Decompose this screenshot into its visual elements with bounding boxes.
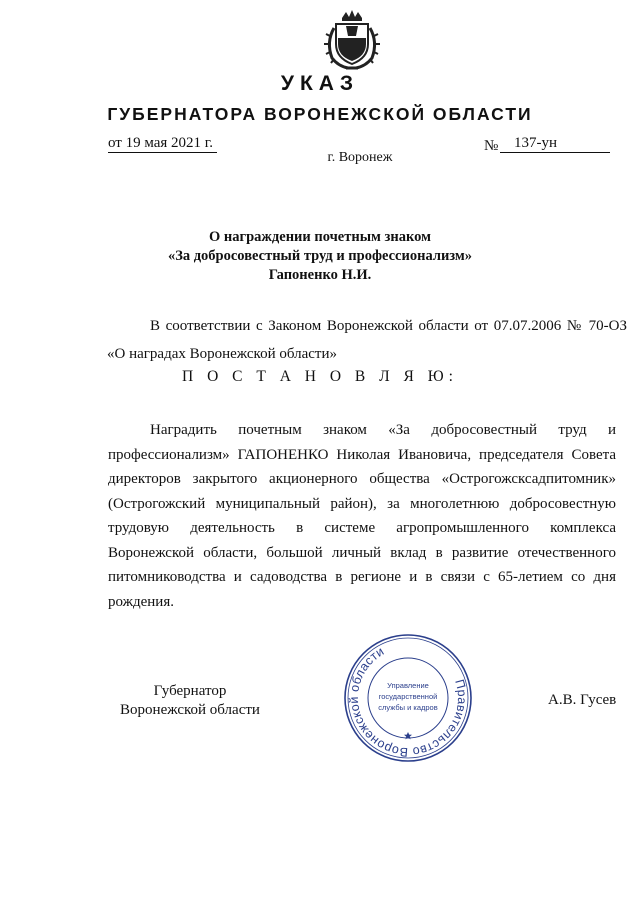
decree-body [108, 418, 616, 614]
position-line: Губернатор [153, 683, 227, 699]
subject-line: «За добросовестный труд и профессионализм» [167, 248, 473, 264]
body-line: трудовую деятельность в системе агропромышленного комплекса [108, 520, 616, 536]
body-line: профессионализм» ГАПОНЕНКО Николая Ивановича, председателя Совета [108, 446, 616, 463]
body-line: Наградить почетным знаком «За добросовестный труд и [150, 422, 616, 438]
coat-of-arms-icon [322, 8, 382, 72]
preamble [107, 312, 627, 368]
document-number: 137-ун [500, 135, 610, 153]
number-label: № [484, 138, 499, 154]
signatory-position [120, 682, 260, 720]
stamp-inner-line: Управление [387, 681, 429, 690]
decree-word: П О С Т А Н О В Л Я Ю: [182, 368, 458, 385]
subject-line: О награждении почетным знаком [209, 229, 431, 245]
document-title: УКАЗ [280, 72, 360, 95]
document-date: от 19 мая 2021 г. [108, 135, 217, 153]
preamble-line: В соответствии с Законом Воронежской области от 07.07.2006 № 70-ОЗ [150, 318, 627, 334]
signatory-name: А.В. Гусев [548, 692, 617, 708]
official-stamp [342, 632, 474, 764]
body-line: питомниководства и садоводства в регионе и в связи с 65-летием со дня [108, 569, 616, 585]
body-line: Воронежской области, большой личный вклад в развитие отечественного [108, 544, 616, 561]
body-line: директоров закрытого акционерного общества «Острогожсксадпитомник» [108, 471, 616, 487]
document-city: г. Воронеж [327, 150, 393, 165]
stamp-inner-line: государственной [378, 692, 438, 701]
document-subtitle: ГУБЕРНАТОРА ВОРОНЕЖСКОЙ ОБЛАСТИ [107, 104, 533, 124]
body-line: (Острогожский муниципальный район), за многолетнюю добросовестную [108, 495, 616, 512]
stamp-ring-text: Правительство Воронежской области [346, 644, 470, 760]
position-line: Воронежской области [120, 702, 260, 718]
preamble-line: «О наградах Воронежской области» [107, 346, 338, 362]
svg-text:Правительство Воронежской обла [347, 644, 469, 759]
body-line: рождения. [108, 593, 174, 610]
document-subject [0, 228, 640, 285]
subject-line: Гапоненко Н.И. [268, 267, 372, 283]
stamp-inner-line: службы и кадров [378, 703, 438, 712]
